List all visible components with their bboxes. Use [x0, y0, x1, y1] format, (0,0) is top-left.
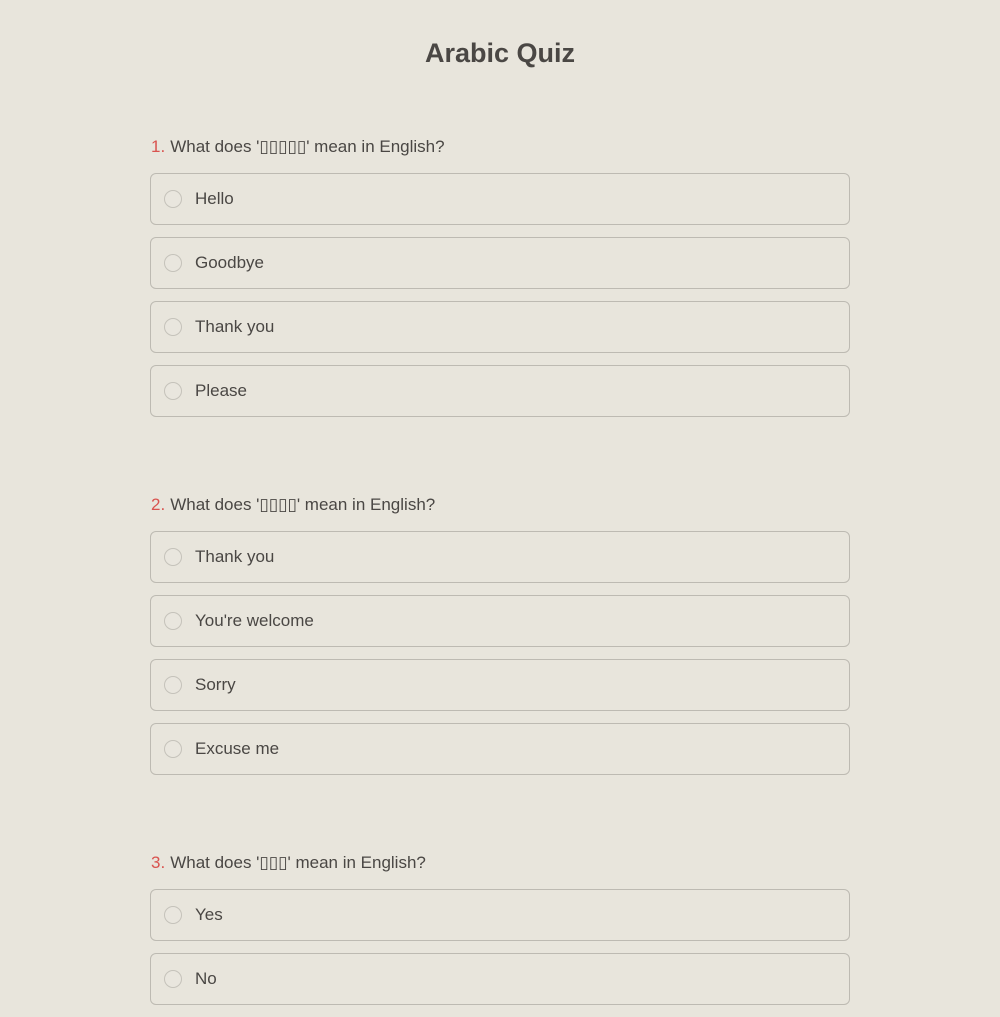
option-youre-welcome[interactable]: [150, 595, 850, 647]
question-label: [151, 851, 850, 875]
radio-icon[interactable]: [164, 612, 182, 630]
option-label: Excuse me: [195, 739, 280, 758]
option-yes[interactable]: [150, 889, 850, 941]
option-label: Hello: [195, 189, 234, 208]
question-text: What does '▯▯▯▯' mean in English?: [170, 495, 436, 514]
radio-icon[interactable]: [164, 382, 182, 400]
option-label: Sorry: [195, 675, 236, 694]
question-1: [150, 135, 850, 429]
radio-icon[interactable]: [164, 254, 182, 272]
radio-icon[interactable]: [164, 906, 182, 924]
option-thank-you[interactable]: [150, 301, 850, 353]
option-label: Thank you: [195, 547, 275, 566]
option-label: Yes: [195, 905, 223, 924]
radio-icon[interactable]: [164, 740, 182, 758]
radio-icon[interactable]: [164, 548, 182, 566]
radio-icon[interactable]: [164, 970, 182, 988]
question-text: What does '▯▯▯' mean in English?: [170, 853, 426, 872]
option-label: Goodbye: [195, 253, 264, 272]
option-excuse-me[interactable]: [150, 723, 850, 775]
option-thank-you[interactable]: [150, 531, 850, 583]
radio-icon[interactable]: [164, 318, 182, 336]
option-please[interactable]: [150, 365, 850, 417]
option-label: You're welcome: [195, 611, 314, 630]
page-title: Arabic Quiz: [424, 38, 576, 68]
question-number: 3.: [151, 853, 166, 872]
question-text: What does '▯▯▯▯▯' mean in English?: [170, 137, 445, 156]
option-label: No: [195, 969, 217, 988]
option-label: Please: [195, 381, 247, 400]
question-number: 1.: [151, 137, 166, 156]
option-sorry[interactable]: [150, 659, 850, 711]
option-goodbye[interactable]: [150, 237, 850, 289]
question-number: 2.: [151, 495, 166, 514]
option-label: Thank you: [195, 317, 275, 336]
question-label: [151, 493, 850, 517]
radio-icon[interactable]: [164, 676, 182, 694]
option-hello[interactable]: [150, 173, 850, 225]
question-3: [150, 851, 850, 1017]
question-2: [150, 493, 850, 787]
radio-icon[interactable]: [164, 190, 182, 208]
question-label: [151, 135, 850, 159]
option-no[interactable]: [150, 953, 850, 1005]
